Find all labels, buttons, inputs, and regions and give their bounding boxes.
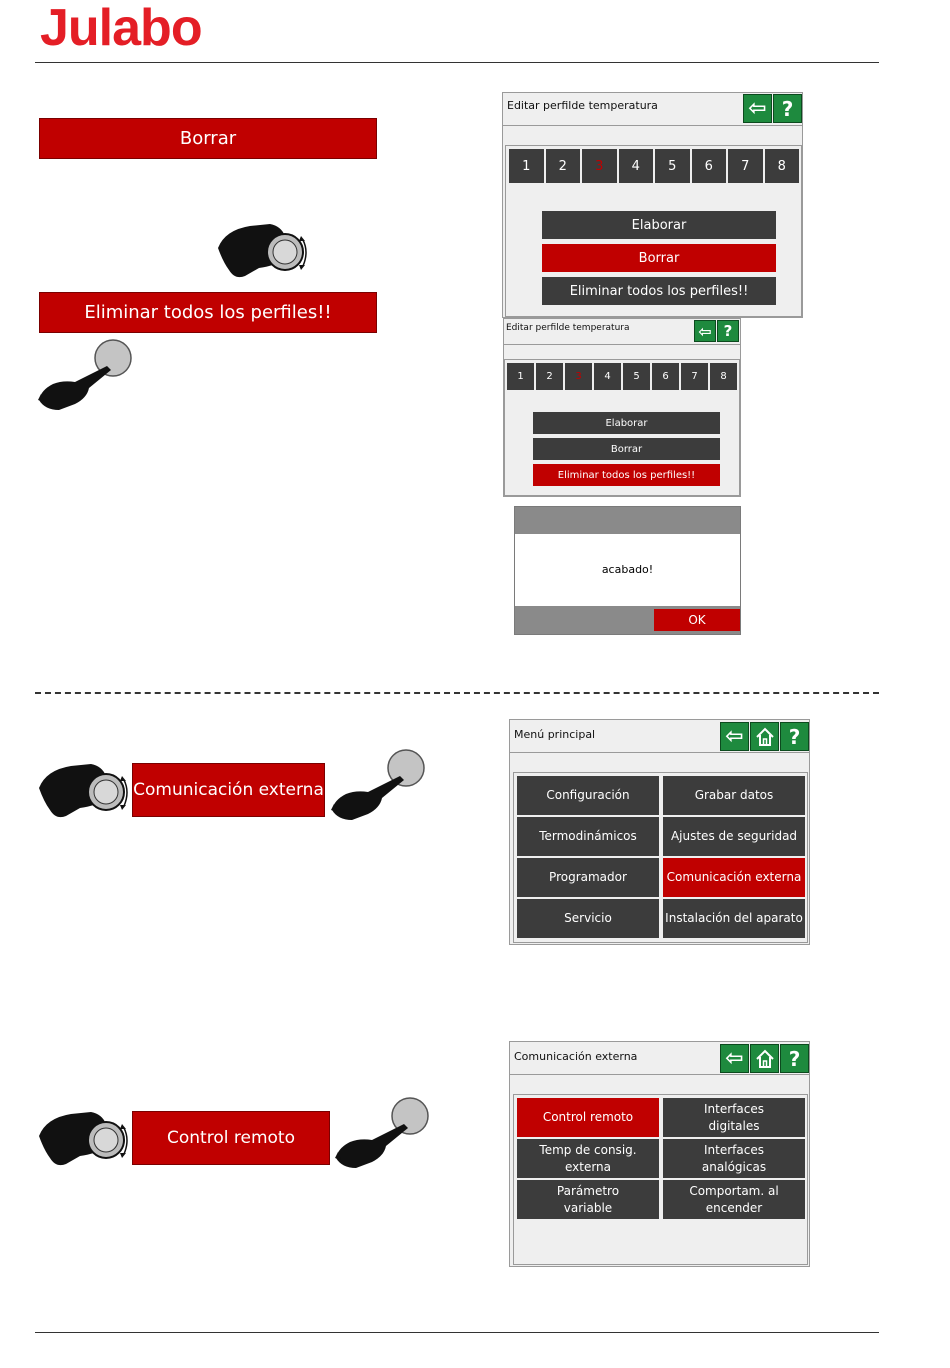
- profile-number-6[interactable]: 6: [692, 149, 729, 183]
- profile-number-row: [509, 149, 801, 183]
- profile-number-1[interactable]: 1: [507, 363, 536, 390]
- menu-item[interactable]: Configuración: [517, 776, 659, 815]
- footer-rule: [35, 1332, 879, 1333]
- title-divider: [510, 1074, 809, 1075]
- help-icon[interactable]: ?: [717, 320, 739, 342]
- profile-number-1[interactable]: 1: [509, 149, 546, 183]
- menu-item[interactable]: Termodinámicos: [517, 817, 659, 856]
- menu-item[interactable]: Interfaces analógicas: [663, 1139, 805, 1178]
- profile-action-button[interactable]: Eliminar todos los perfiles!!: [533, 464, 720, 486]
- home-icon[interactable]: [750, 722, 779, 751]
- screen-edit-profile-borrar: [502, 92, 803, 318]
- dialog-titlebar: [515, 507, 740, 534]
- screen-title: Comunicación externa: [514, 1050, 638, 1063]
- profile-action-button[interactable]: Elaborar: [533, 412, 720, 434]
- press-hand-icon: [328, 748, 428, 823]
- title-divider: [503, 125, 802, 126]
- profile-action-button[interactable]: Elaborar: [542, 211, 776, 239]
- screen-title: Editar perfilde temperatura: [507, 99, 658, 112]
- title-divider: [510, 752, 809, 753]
- screen-external-communication: [509, 1041, 810, 1267]
- screen-main-menu: [509, 719, 810, 945]
- profile-number-6[interactable]: 6: [652, 363, 681, 390]
- profile-panel: [505, 145, 802, 317]
- main-menu-grid: [517, 776, 804, 938]
- profile-number-7[interactable]: 7: [728, 149, 765, 183]
- profile-number-2[interactable]: 2: [546, 149, 583, 183]
- profile-number-4[interactable]: 4: [594, 363, 623, 390]
- ext-menu-grid: [517, 1098, 804, 1219]
- rotary-knob-hand-icon: [36, 1106, 131, 1168]
- title-divider: [504, 344, 740, 345]
- screen-title: Editar perfilde temperatura: [506, 323, 630, 333]
- profile-number-5[interactable]: 5: [655, 149, 692, 183]
- screen-title: Menú principal: [514, 728, 596, 741]
- section-separator: [35, 692, 879, 694]
- profile-panel: [504, 359, 740, 496]
- help-icon[interactable]: ?: [780, 722, 809, 751]
- profile-number-8[interactable]: 8: [765, 149, 802, 183]
- back-arrow-icon[interactable]: ⇦: [694, 320, 716, 342]
- menu-item[interactable]: Grabar datos: [663, 776, 805, 815]
- borrar-bar: Borrar: [39, 118, 377, 159]
- profile-number-2[interactable]: 2: [536, 363, 565, 390]
- menu-item[interactable]: Instalación del aparato: [663, 899, 805, 938]
- profile-number-8[interactable]: 8: [710, 363, 739, 390]
- profile-action-button[interactable]: Eliminar todos los perfiles!!: [542, 277, 776, 305]
- profile-number-3[interactable]: 3: [565, 363, 594, 390]
- rotary-knob-hand-icon: [215, 218, 310, 280]
- menu-item[interactable]: Programador: [517, 858, 659, 897]
- dialog-message: acabado!: [601, 563, 654, 576]
- eliminar-bar: Eliminar todos los perfiles!!: [39, 292, 377, 333]
- rotary-knob-hand-icon: [36, 758, 131, 820]
- help-icon[interactable]: ?: [780, 1044, 809, 1073]
- menu-item[interactable]: Interfaces digitales: [663, 1098, 805, 1137]
- screen-edit-profile-eliminar: [503, 318, 741, 497]
- back-arrow-icon[interactable]: ⇦: [720, 1044, 749, 1073]
- julabo-logo: Julabo: [40, 0, 202, 57]
- menu-item[interactable]: Temp de consig. externa: [517, 1139, 659, 1178]
- profile-actions: [542, 211, 776, 310]
- profile-action-button[interactable]: Borrar: [533, 438, 720, 460]
- control-remoto-bar: Control remoto: [132, 1111, 330, 1165]
- profile-number-7[interactable]: 7: [681, 363, 710, 390]
- press-hand-icon: [35, 338, 135, 413]
- menu-item[interactable]: Parámetro variable: [517, 1180, 659, 1219]
- profile-actions: [533, 412, 720, 490]
- header-rule: [35, 62, 879, 63]
- menu-item[interactable]: Comunicación externa: [663, 858, 805, 897]
- profile-number-row: [507, 363, 739, 390]
- ok-button[interactable]: OK: [654, 609, 740, 631]
- profile-number-4[interactable]: 4: [619, 149, 656, 183]
- menu-item[interactable]: Ajustes de seguridad: [663, 817, 805, 856]
- profile-action-button[interactable]: Borrar: [542, 244, 776, 272]
- finished-dialog: [514, 506, 741, 635]
- home-icon[interactable]: [750, 1044, 779, 1073]
- press-hand-icon: [332, 1096, 432, 1171]
- profile-number-5[interactable]: 5: [623, 363, 652, 390]
- back-arrow-icon[interactable]: ⇦: [720, 722, 749, 751]
- main-menu-panel: [513, 772, 808, 943]
- profile-number-3[interactable]: 3: [582, 149, 619, 183]
- menu-item[interactable]: Control remoto: [517, 1098, 659, 1137]
- help-icon[interactable]: ?: [773, 94, 802, 123]
- back-arrow-icon[interactable]: ⇦: [743, 94, 772, 123]
- comunicacion-bar: Comunicación externa: [132, 763, 325, 817]
- menu-item[interactable]: Servicio: [517, 899, 659, 938]
- menu-item[interactable]: Comportam. al encender: [663, 1180, 805, 1219]
- ext-menu-panel: [513, 1094, 808, 1265]
